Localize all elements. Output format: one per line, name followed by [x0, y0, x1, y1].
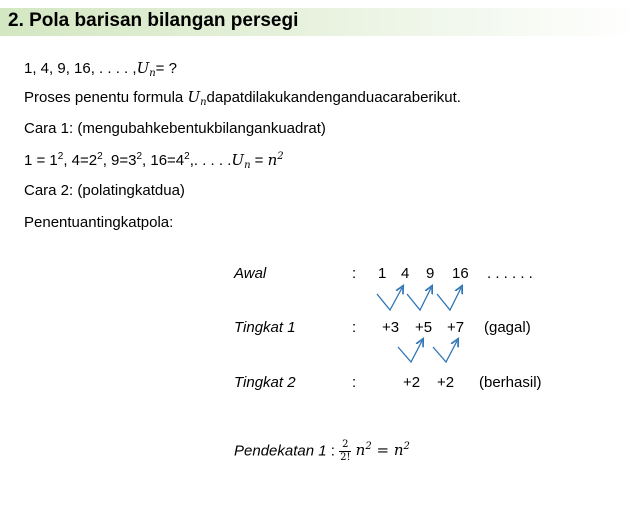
tingkat1-diff-2: +5 — [415, 319, 433, 336]
tingkat1-diff-1: +3 — [382, 319, 400, 336]
arrow-level1-a — [377, 288, 402, 310]
fraction: $\frac{2}{2!}$ — [340, 439, 351, 463]
tingkat1-result: (gagal) — [484, 319, 531, 336]
tingkat2-diff-2: +2 — [437, 374, 455, 391]
process-pre: Proses penentu formula — [24, 89, 188, 106]
un-symbol-2: $U_n$ — [187, 88, 207, 108]
row-tingkat2-colon: : — [352, 374, 357, 391]
row-awal-colon: : — [352, 265, 357, 282]
arrow-level2-a — [398, 341, 422, 362]
approach-colon: : — [326, 442, 335, 460]
process-post: dapatdilakukandenganduacaraberikut. — [206, 89, 461, 106]
awal-value-16: 16 — [452, 265, 469, 282]
awal-ellipsis: . . . . . . — [487, 265, 533, 282]
approach-formula: $n^2 = n^2$ — [355, 441, 410, 460]
method2-line: Cara 2: (polatingkatdua) — [24, 182, 185, 199]
arrow-level2-b — [433, 341, 457, 362]
row-tingkat1-label: Tingkat 1 — [234, 319, 296, 336]
arrow-level1-c — [437, 288, 461, 310]
tingkat2-diff-1: +2 — [403, 374, 421, 391]
arrow-level1-b — [407, 288, 431, 310]
un-symbol-3: $U_n$ — [231, 151, 251, 171]
row-tingkat2-label: Tingkat 2 — [234, 374, 296, 391]
sequence-text: 1, 4, 9, 16, . . . . , — [24, 60, 137, 77]
slide-title: 2. Pola barisan bilangan persegi — [8, 10, 299, 31]
tingkat2-result: (berhasil) — [479, 374, 542, 391]
un-symbol: $U_n$ — [136, 59, 156, 79]
row-awal-label: Awal — [234, 265, 267, 282]
row-tingkat1-colon: : — [352, 319, 357, 336]
question-text: = ? — [155, 60, 177, 77]
awal-value-1: 1 — [378, 265, 387, 282]
method1-line: Cara 1: (mengubahkebentukbilangankuadrat) — [24, 120, 326, 137]
awal-value-4: 4 — [401, 265, 410, 282]
n-squared: $n^2$ — [267, 151, 284, 169]
approach-label: Pendekatan 1 — [234, 442, 327, 460]
tingkat1-diff-3: +7 — [447, 319, 465, 336]
squares-line: $1 = 1^2$, $4=2^2$, $9=3^2$, $16=4^2$,. . . . $.U_n = n^2$ — [24, 151, 284, 171]
level-determination-line: Penentuantingkatpola: — [24, 214, 174, 231]
awal-value-9: 9 — [426, 265, 435, 282]
